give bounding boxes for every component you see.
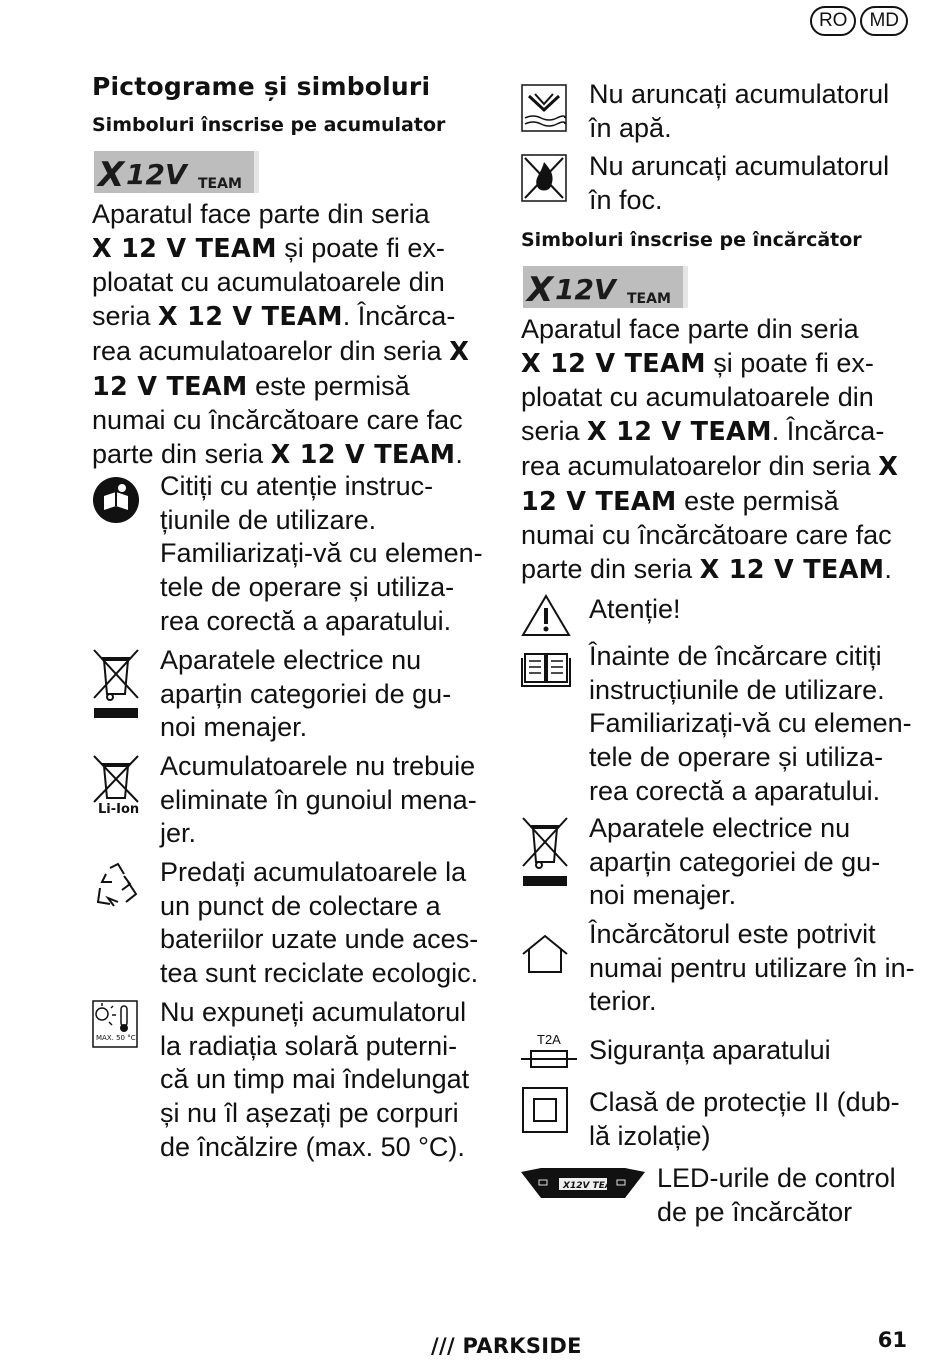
li-ion-bin-icon [92,754,140,822]
svg-text:12V: 12V [555,273,616,306]
charger-symbols-subtitle: Simboluri înscrise pe încărcător [521,229,862,251]
recycle-icon [92,860,142,914]
fuse-icon [521,1034,577,1078]
no-water-text: Nu aruncați acumulatorul în apă. [589,79,890,143]
page-number: 61 [877,1328,907,1352]
max-temp-label: MAX. 50 °C [96,1034,136,1042]
read-manual-icon [92,476,140,528]
svg-text:12V: 12V [126,158,187,191]
warning-text: Atenție! [589,594,681,624]
sun-temperature-icon [92,1000,138,1052]
svg-text:TEAM: TEAM [627,291,671,307]
indoor-text: Încărcătorul este potrivit numai pentru utilizare în in-terior. [589,919,915,1017]
charger-series-intro: Aparatul face parte din seria X 12 V TEAM și poate fi ex-ploatat cu acumulatoarele din seria X 12 V TEAM. Încărca-rea acumulatoarelor din seria X 12 V TEAM este permisă numai cu încărcătoare care fac parte din seria X 12 V TEAM. [521,314,899,585]
li-ion-text: Acumulatoarele nu trebuie eliminate în gunoiul mena-jer. [160,751,477,849]
battery-series-intro: Aparatul face parte din seria X 12 V TEAM și poate fi ex-ploatat cu acumulatoarele din seria X 12 V TEAM. Încărca-rea acumulatoarelor din seria X 12 V TEAM este permisă numai cu încărcătoare care fac parte din seria X 12 V TEAM. [92,199,470,470]
protection-class-ii-icon [521,1086,569,1138]
no-fire-icon [521,154,567,206]
charger-led-icon [521,1164,645,1208]
svg-text:X: X [527,270,554,308]
battery-symbols-subtitle: Simboluri înscrise pe acumulator [92,114,446,136]
svg-text:TEAM: TEAM [198,176,242,192]
weee-bin-icon [521,816,569,894]
open-book-text: Înainte de încărcare citiți instrucțiunile de utilizare. Familiarizați-vă cu elemen-tele de operare și utiliza-rea corectă a aparatului. [589,641,912,806]
no-fire-text: Nu aruncați acumulatorul în foc. [589,151,890,215]
svg-text:X12V TEAM: X12V TEAM [563,1181,621,1191]
weee-bin-icon [92,648,140,726]
x12v-team-logo [94,151,259,193]
protection-class-text: Clasă de protecție II (dub-lă izolație) [589,1087,900,1151]
weee-text: Aparatele electrice nu aparțin categoriei de gu-noi menajer. [160,645,452,743]
section-title: Pictograme și simboluri [92,72,431,101]
language-badges [810,6,908,36]
language-badge-ro: RO [810,6,857,36]
no-water-icon [521,84,567,136]
indoor-house-icon [521,934,569,978]
charger-led-text: LED-urile de control de pe încărcător [657,1163,896,1227]
fuse-label: T2A [537,1032,561,1047]
open-book-icon [521,648,571,692]
parkside-brand: /// PARKSIDE [431,1334,582,1358]
fuse-text: Siguranța aparatului [589,1035,831,1065]
svg-text:X: X [98,155,125,193]
charger-x12v-team-logo [523,266,688,308]
charger-weee-text: Aparatele electrice nu aparțin categoriei de gu-noi menajer. [589,813,881,911]
sun-temperature-text: Nu expuneți acumulatorul la radiația solară puterni-că un timp mai îndelungat și nu îl așezați pe corpuri de încălzire (max. 50 °C). [160,997,470,1162]
language-badge-md: MD [860,6,908,36]
li-ion-label: Li-Ion [98,802,140,817]
read-manual-text: Citiți cu atenție instruc-țiunile de utilizare. Familiarizați-vă cu elemen-tele de operare și utiliza-rea corectă a aparatului. [160,471,483,636]
recycle-text: Predați acumulatoarele la un punct de colectare a bateriilor uzate unde aces-tea sunt reciclate ecologic. [160,857,479,989]
warning-triangle-icon [521,593,571,641]
